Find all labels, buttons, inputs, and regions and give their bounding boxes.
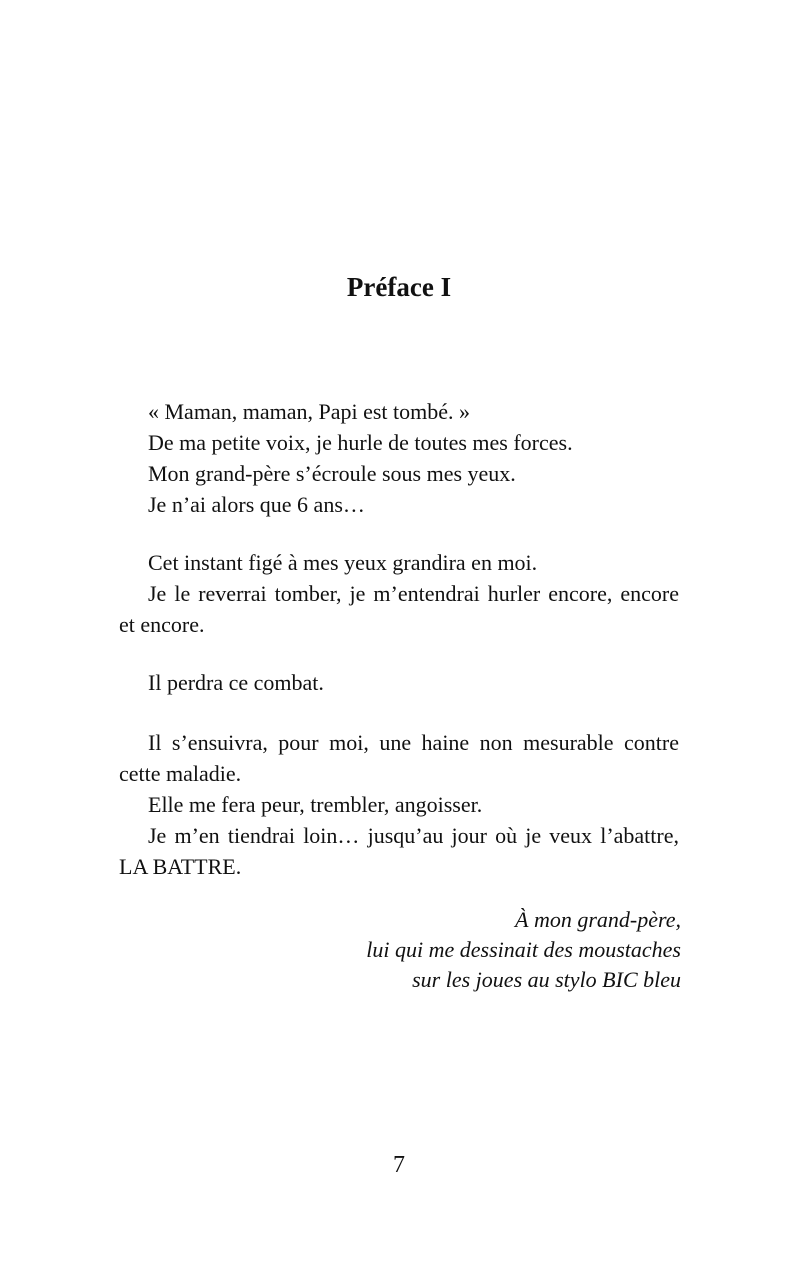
paragraph-line: De ma petite voix, je hurle de toutes mes forces. bbox=[148, 430, 573, 455]
dedication bbox=[300, 905, 681, 995]
paragraph-block-4 bbox=[119, 727, 679, 882]
paragraph-block-2 bbox=[119, 547, 679, 640]
paragraph-line: Elle me fera peur, trembler, angoisser. bbox=[148, 792, 483, 817]
dedication-line: À mon grand-père, bbox=[515, 907, 681, 932]
paragraph-block-3 bbox=[119, 667, 679, 698]
page-number: 7 bbox=[393, 1152, 405, 1178]
paragraph-line: Mon grand-père s’écroule sous mes yeux. bbox=[148, 461, 516, 486]
paragraph-line: Cet instant figé à mes yeux grandira en moi. bbox=[148, 550, 538, 575]
paragraph-line: Il s’ensuivra, pour moi, une haine non mesurable contre cette maladie. bbox=[119, 730, 679, 786]
paragraph-line: « Maman, maman, Papi est tombé. » bbox=[148, 399, 470, 424]
chapter-title: Préface I bbox=[346, 272, 452, 302]
dedication-line: lui qui me dessinait des moustaches bbox=[366, 937, 681, 962]
dedication-line: sur les joues au stylo BIC bleu bbox=[412, 967, 681, 992]
paragraph-line: Je le reverrai tomber, je m’entendrai hurler encore, encore et encore. bbox=[119, 581, 679, 637]
paragraph-line: Il perdra ce combat. bbox=[148, 670, 324, 695]
paragraph-line: Je m’en tiendrai loin… jusqu’au jour où je veux l’abattre, LA BATTRE. bbox=[119, 823, 679, 879]
paragraph-block-1 bbox=[119, 396, 679, 520]
paragraph-line: Je n’ai alors que 6 ans… bbox=[148, 492, 365, 517]
